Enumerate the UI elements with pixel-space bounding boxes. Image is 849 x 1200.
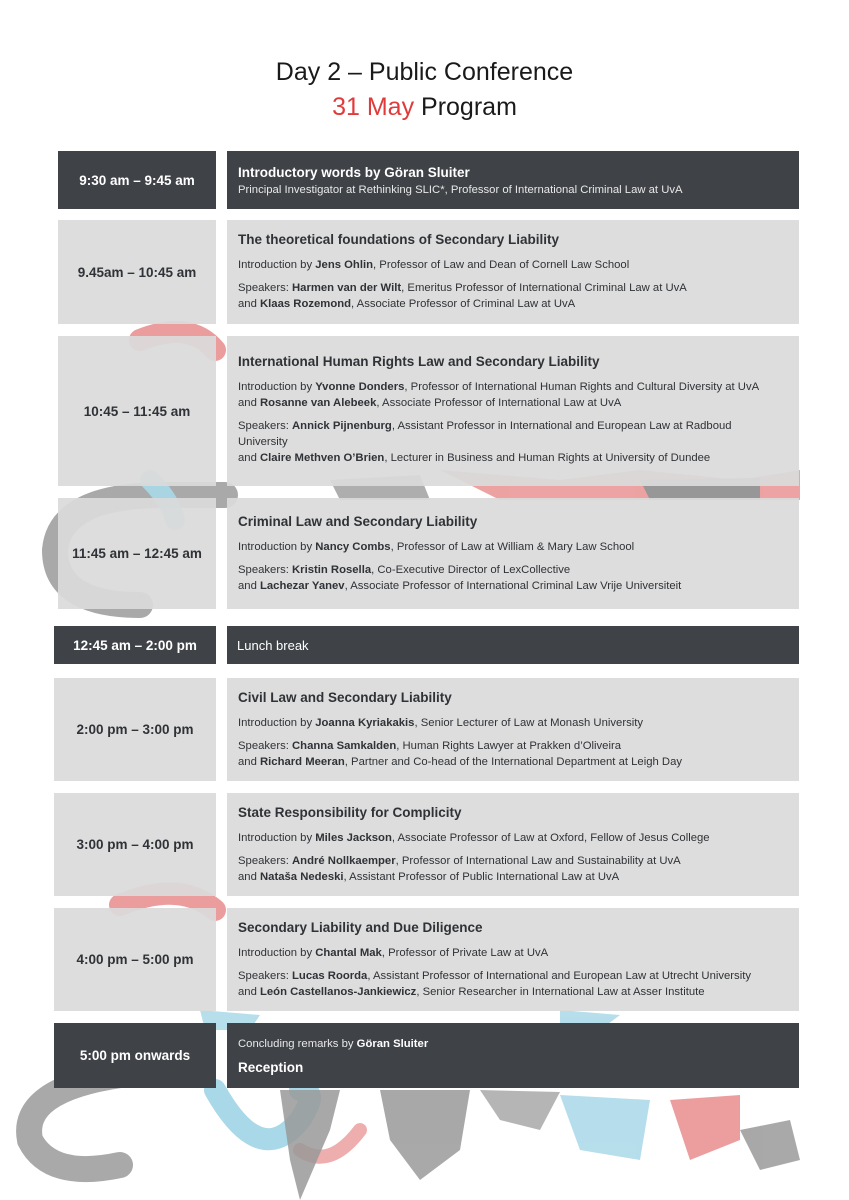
session-title: Civil Law and Secondary Liability [238, 690, 452, 705]
session-title: Introductory words by Göran Sluiter [238, 165, 470, 180]
session-time: 11:45 am – 12:45 am [58, 498, 216, 609]
session-speaker: Speakers: Harmen van der Wilt, Emeritus Professor of International Criminal Law at UvA [238, 282, 687, 294]
session-title: Criminal Law and Secondary Liability [238, 514, 478, 529]
session-introduction: Introduction by Joanna Kyriakakis, Senior Lecturer of Law at Monash University [238, 717, 644, 729]
session-details [227, 1023, 799, 1088]
session-time: 9:30 am – 9:45 am [58, 151, 216, 209]
session-speaker: and Klaas Rozemond, Associate Professor of Criminal Law at UvA [238, 298, 576, 310]
session-speaker: and Claire Methven O’Brien, Lecturer in Business and Human Rights at University of Dundee [238, 452, 711, 464]
session-time: 4:00 pm – 5:00 pm [54, 908, 216, 1011]
session-speaker: Speakers: Lucas Roorda, Assistant Professor of International and European Law at Utrecht University [238, 970, 752, 982]
session-speaker: University [238, 436, 288, 448]
session-details [227, 220, 799, 324]
session-subtitle: Principal Investigator at Rethinking SLIC*, Professor of International Criminal Law at UvA [238, 184, 683, 196]
session-details [227, 151, 799, 209]
session-title: International Human Rights Law and Secondary Liability [238, 354, 600, 369]
session-speaker: and Nataša Nedeski, Assistant Professor of Public International Law at UvA [238, 871, 620, 883]
session-time: 2:00 pm – 3:00 pm [54, 678, 216, 781]
session-title: The theoretical foundations of Secondary Liability [238, 232, 560, 247]
concluding-remarks: Concluding remarks by Göran Sluiter [238, 1038, 429, 1050]
session-introduction: and Rosanne van Alebeek, Associate Professor of International Law at UvA [238, 397, 622, 409]
session-details [227, 336, 799, 486]
session-time: 12:45 am – 2:00 pm [54, 626, 216, 664]
session-details [227, 908, 799, 1011]
title-line-2 [0, 93, 849, 122]
session-details [227, 793, 799, 896]
session-speaker: and Lachezar Yanev, Associate Professor of International Criminal Law Vrije Universiteit [238, 580, 682, 592]
session-introduction: Introduction by Miles Jackson, Associate Professor of Law at Oxford, Fellow of Jesus College [238, 832, 710, 844]
session-title: Secondary Liability and Due Diligence [238, 920, 483, 935]
session-details [227, 498, 799, 609]
session-speaker: and Richard Meeran, Partner and Co-head of the International Department at Leigh Day [238, 756, 682, 768]
title-line-1: Day 2 – Public Conference [275, 58, 574, 86]
session-speaker: and León Castellanos-Jankiewicz, Senior Researcher in International Law at Asser Institute [238, 986, 705, 998]
session-speaker: Speakers: Channa Samkalden, Human Rights Lawyer at Prakken d’Oliveira [238, 740, 622, 752]
reception-label: Reception [238, 1060, 304, 1075]
session-title: State Responsibility for Complicity [238, 805, 462, 820]
session-introduction: Introduction by Jens Ohlin, Professor of Law and Dean of Cornell Law School [238, 259, 630, 271]
session-time: 5:00 pm onwards [54, 1023, 216, 1088]
session-speaker: Speakers: André Nollkaemper, Professor of International Law and Sustainability at UvA [238, 855, 681, 867]
session-details [227, 678, 799, 781]
session-introduction: Introduction by Chantal Mak, Professor of Private Law at UvA [238, 947, 549, 959]
session-introduction: Introduction by Yvonne Donders, Professor of International Human Rights and Cultural Diversity at UvA [238, 381, 760, 393]
title-program: Program [421, 93, 517, 121]
session-time: 9.45am – 10:45 am [58, 220, 216, 324]
session-introduction: Introduction by Nancy Combs, Professor of Law at William & Mary Law School [238, 541, 635, 553]
session-time: 3:00 pm – 4:00 pm [54, 793, 216, 896]
session-speaker: Speakers: Kristin Rosella, Co-Executive Director of LexCollective [238, 564, 571, 576]
session-time: 10:45 – 11:45 am [58, 336, 216, 486]
lunch-label: Lunch break [227, 626, 799, 664]
session-speaker: Speakers: Annick Pijnenburg, Assistant Professor in International and European Law at Radboud [238, 420, 732, 432]
title-date: 31 May [332, 93, 415, 121]
